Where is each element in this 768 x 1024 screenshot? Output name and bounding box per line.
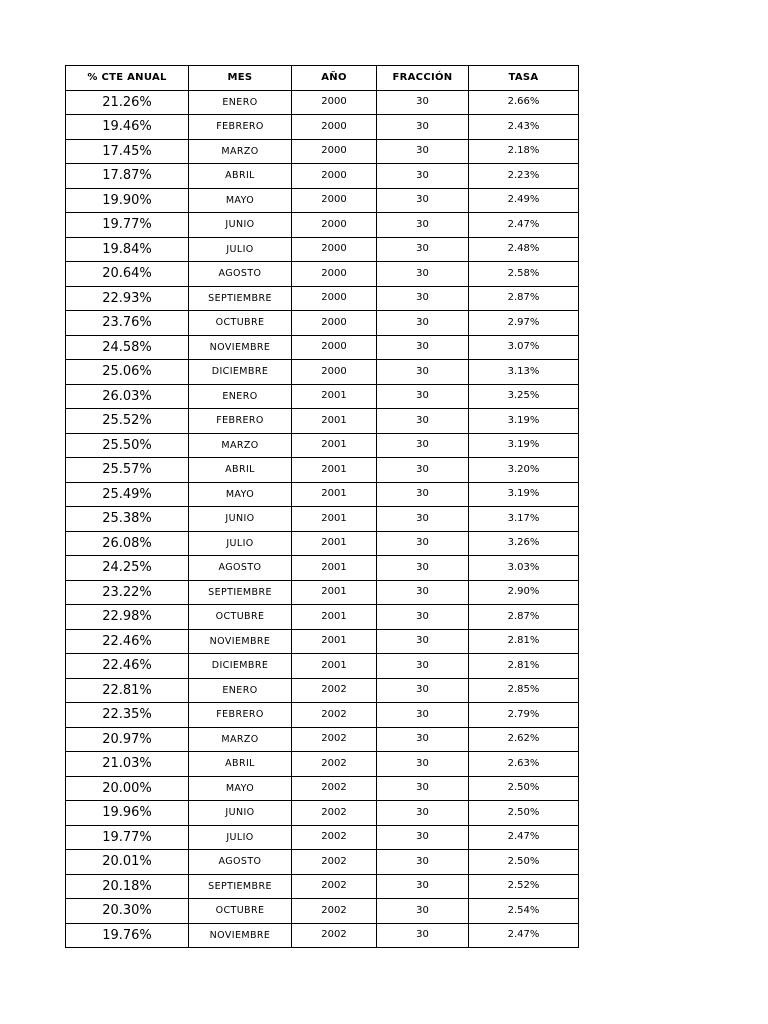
cell-mes: JULIO <box>189 237 292 262</box>
cell-ano: 2001 <box>292 433 377 458</box>
cell-fraccion: 30 <box>377 703 469 728</box>
table-row <box>66 384 579 409</box>
cell-tasa: 2.43% <box>469 115 579 140</box>
cell-cte-anual: 24.25% <box>66 556 189 581</box>
rates-table <box>65 65 579 948</box>
cell-fraccion: 30 <box>377 262 469 287</box>
cell-fraccion: 30 <box>377 115 469 140</box>
table-row <box>66 678 579 703</box>
table-row <box>66 703 579 728</box>
cell-cte-anual: 24.58% <box>66 335 189 360</box>
cell-tasa: 3.19% <box>469 482 579 507</box>
cell-cte-anual: 25.50% <box>66 433 189 458</box>
table-row <box>66 188 579 213</box>
cell-fraccion: 30 <box>377 213 469 238</box>
cell-ano: 2000 <box>292 311 377 336</box>
cell-tasa: 2.66% <box>469 90 579 115</box>
cell-mes: AGOSTO <box>189 262 292 287</box>
cell-ano: 2000 <box>292 164 377 189</box>
table-row <box>66 286 579 311</box>
cell-tasa: 3.17% <box>469 507 579 532</box>
cell-tasa: 2.23% <box>469 164 579 189</box>
cell-fraccion: 30 <box>377 311 469 336</box>
cell-mes: ABRIL <box>189 458 292 483</box>
cell-fraccion: 30 <box>377 727 469 752</box>
cell-fraccion: 30 <box>377 678 469 703</box>
cell-tasa: 3.20% <box>469 458 579 483</box>
cell-tasa: 2.50% <box>469 776 579 801</box>
cell-cte-anual: 17.45% <box>66 139 189 164</box>
cell-mes: NOVIEMBRE <box>189 629 292 654</box>
header-cte-anual: % CTE ANUAL <box>66 66 189 91</box>
header-mes: MES <box>189 66 292 91</box>
table-row <box>66 360 579 385</box>
cell-cte-anual: 25.52% <box>66 409 189 434</box>
cell-ano: 2001 <box>292 605 377 630</box>
cell-ano: 2002 <box>292 850 377 875</box>
cell-ano: 2001 <box>292 384 377 409</box>
cell-mes: AGOSTO <box>189 556 292 581</box>
table-row <box>66 507 579 532</box>
cell-ano: 2002 <box>292 874 377 899</box>
cell-fraccion: 30 <box>377 409 469 434</box>
cell-ano: 2000 <box>292 262 377 287</box>
cell-mes: MAYO <box>189 776 292 801</box>
cell-fraccion: 30 <box>377 580 469 605</box>
cell-fraccion: 30 <box>377 874 469 899</box>
cell-mes: ENERO <box>189 384 292 409</box>
cell-mes: NOVIEMBRE <box>189 335 292 360</box>
cell-cte-anual: 23.76% <box>66 311 189 336</box>
cell-ano: 2000 <box>292 213 377 238</box>
cell-fraccion: 30 <box>377 531 469 556</box>
cell-mes: MARZO <box>189 433 292 458</box>
cell-fraccion: 30 <box>377 850 469 875</box>
table-row <box>66 874 579 899</box>
cell-tasa: 2.47% <box>469 825 579 850</box>
cell-mes: ENERO <box>189 678 292 703</box>
cell-mes: DICIEMBRE <box>189 360 292 385</box>
table-row <box>66 556 579 581</box>
cell-fraccion: 30 <box>377 482 469 507</box>
cell-ano: 2000 <box>292 237 377 262</box>
table-row <box>66 776 579 801</box>
cell-mes: SEPTIEMBRE <box>189 874 292 899</box>
cell-ano: 2000 <box>292 188 377 213</box>
table-row <box>66 605 579 630</box>
cell-cte-anual: 17.87% <box>66 164 189 189</box>
cell-ano: 2001 <box>292 482 377 507</box>
cell-tasa: 2.87% <box>469 605 579 630</box>
cell-cte-anual: 22.81% <box>66 678 189 703</box>
cell-fraccion: 30 <box>377 899 469 924</box>
cell-tasa: 3.19% <box>469 409 579 434</box>
table-row <box>66 482 579 507</box>
table-row <box>66 409 579 434</box>
cell-tasa: 3.03% <box>469 556 579 581</box>
cell-tasa: 2.85% <box>469 678 579 703</box>
cell-fraccion: 30 <box>377 605 469 630</box>
cell-tasa: 2.52% <box>469 874 579 899</box>
table-row <box>66 311 579 336</box>
cell-tasa: 2.63% <box>469 752 579 777</box>
cell-cte-anual: 20.64% <box>66 262 189 287</box>
table-row <box>66 139 579 164</box>
cell-ano: 2001 <box>292 507 377 532</box>
table-row <box>66 801 579 826</box>
cell-mes: MARZO <box>189 139 292 164</box>
cell-ano: 2001 <box>292 629 377 654</box>
cell-cte-anual: 19.84% <box>66 237 189 262</box>
table-row <box>66 335 579 360</box>
table-row <box>66 752 579 777</box>
cell-mes: ENERO <box>189 90 292 115</box>
cell-mes: OCTUBRE <box>189 605 292 630</box>
cell-fraccion: 30 <box>377 384 469 409</box>
cell-cte-anual: 20.97% <box>66 727 189 752</box>
cell-ano: 2001 <box>292 458 377 483</box>
cell-cte-anual: 20.00% <box>66 776 189 801</box>
cell-mes: JULIO <box>189 531 292 556</box>
cell-tasa: 3.13% <box>469 360 579 385</box>
cell-cte-anual: 26.03% <box>66 384 189 409</box>
cell-tasa: 2.54% <box>469 899 579 924</box>
cell-cte-anual: 25.49% <box>66 482 189 507</box>
table-row <box>66 90 579 115</box>
cell-cte-anual: 19.77% <box>66 213 189 238</box>
cell-fraccion: 30 <box>377 90 469 115</box>
cell-fraccion: 30 <box>377 360 469 385</box>
cell-fraccion: 30 <box>377 654 469 679</box>
cell-mes: MARZO <box>189 727 292 752</box>
cell-mes: JUNIO <box>189 213 292 238</box>
cell-mes: FEBRERO <box>189 115 292 140</box>
cell-cte-anual: 26.08% <box>66 531 189 556</box>
cell-mes: OCTUBRE <box>189 899 292 924</box>
cell-ano: 2000 <box>292 360 377 385</box>
cell-mes: SEPTIEMBRE <box>189 286 292 311</box>
cell-tasa: 3.07% <box>469 335 579 360</box>
cell-ano: 2002 <box>292 825 377 850</box>
table-row <box>66 213 579 238</box>
cell-ano: 2002 <box>292 727 377 752</box>
table-row <box>66 458 579 483</box>
cell-ano: 2000 <box>292 115 377 140</box>
table-row <box>66 825 579 850</box>
cell-tasa: 2.79% <box>469 703 579 728</box>
cell-cte-anual: 25.57% <box>66 458 189 483</box>
cell-tasa: 2.18% <box>469 139 579 164</box>
cell-cte-anual: 22.35% <box>66 703 189 728</box>
table-row <box>66 433 579 458</box>
table-row <box>66 923 579 948</box>
table-row <box>66 629 579 654</box>
cell-cte-anual: 22.98% <box>66 605 189 630</box>
cell-ano: 2001 <box>292 409 377 434</box>
cell-fraccion: 30 <box>377 801 469 826</box>
cell-ano: 2002 <box>292 776 377 801</box>
cell-tasa: 2.48% <box>469 237 579 262</box>
cell-cte-anual: 20.18% <box>66 874 189 899</box>
header-tasa: TASA <box>469 66 579 91</box>
cell-tasa: 2.97% <box>469 311 579 336</box>
cell-cte-anual: 19.76% <box>66 923 189 948</box>
table-row <box>66 262 579 287</box>
cell-tasa: 2.47% <box>469 213 579 238</box>
cell-cte-anual: 20.01% <box>66 850 189 875</box>
cell-mes: FEBRERO <box>189 409 292 434</box>
table-row <box>66 580 579 605</box>
cell-tasa: 2.81% <box>469 629 579 654</box>
cell-fraccion: 30 <box>377 776 469 801</box>
cell-fraccion: 30 <box>377 556 469 581</box>
cell-mes: MAYO <box>189 188 292 213</box>
cell-mes: OCTUBRE <box>189 311 292 336</box>
cell-ano: 2001 <box>292 531 377 556</box>
cell-cte-anual: 22.46% <box>66 629 189 654</box>
cell-fraccion: 30 <box>377 825 469 850</box>
cell-ano: 2002 <box>292 899 377 924</box>
cell-tasa: 2.47% <box>469 923 579 948</box>
cell-mes: DICIEMBRE <box>189 654 292 679</box>
cell-ano: 2002 <box>292 752 377 777</box>
cell-fraccion: 30 <box>377 752 469 777</box>
cell-ano: 2002 <box>292 703 377 728</box>
cell-mes: MAYO <box>189 482 292 507</box>
cell-cte-anual: 21.26% <box>66 90 189 115</box>
cell-mes: JUNIO <box>189 507 292 532</box>
cell-ano: 2001 <box>292 556 377 581</box>
table-row <box>66 727 579 752</box>
cell-cte-anual: 25.38% <box>66 507 189 532</box>
cell-mes: SEPTIEMBRE <box>189 580 292 605</box>
cell-ano: 2000 <box>292 90 377 115</box>
cell-mes: NOVIEMBRE <box>189 923 292 948</box>
cell-tasa: 2.49% <box>469 188 579 213</box>
cell-tasa: 3.26% <box>469 531 579 556</box>
cell-cte-anual: 21.03% <box>66 752 189 777</box>
cell-tasa: 2.58% <box>469 262 579 287</box>
cell-fraccion: 30 <box>377 335 469 360</box>
cell-tasa: 2.87% <box>469 286 579 311</box>
table-row <box>66 531 579 556</box>
cell-tasa: 2.50% <box>469 850 579 875</box>
cell-tasa: 3.19% <box>469 433 579 458</box>
cell-tasa: 2.90% <box>469 580 579 605</box>
table-row <box>66 164 579 189</box>
cell-cte-anual: 22.93% <box>66 286 189 311</box>
header-ano: AÑO <box>292 66 377 91</box>
table-body <box>66 90 579 948</box>
cell-fraccion: 30 <box>377 629 469 654</box>
cell-mes: AGOSTO <box>189 850 292 875</box>
cell-fraccion: 30 <box>377 433 469 458</box>
table-row <box>66 899 579 924</box>
cell-cte-anual: 19.90% <box>66 188 189 213</box>
cell-ano: 2000 <box>292 286 377 311</box>
cell-tasa: 3.25% <box>469 384 579 409</box>
table-row <box>66 115 579 140</box>
cell-cte-anual: 22.46% <box>66 654 189 679</box>
cell-tasa: 2.81% <box>469 654 579 679</box>
cell-fraccion: 30 <box>377 286 469 311</box>
cell-ano: 2000 <box>292 139 377 164</box>
cell-cte-anual: 20.30% <box>66 899 189 924</box>
cell-ano: 2001 <box>292 654 377 679</box>
table-row <box>66 654 579 679</box>
cell-fraccion: 30 <box>377 237 469 262</box>
cell-ano: 2001 <box>292 580 377 605</box>
cell-mes: JULIO <box>189 825 292 850</box>
header-fraccion: FRACCIÓN <box>377 66 469 91</box>
cell-cte-anual: 19.46% <box>66 115 189 140</box>
cell-mes: JUNIO <box>189 801 292 826</box>
table-header-row <box>66 66 579 91</box>
cell-cte-anual: 19.77% <box>66 825 189 850</box>
cell-tasa: 2.62% <box>469 727 579 752</box>
cell-ano: 2002 <box>292 678 377 703</box>
cell-fraccion: 30 <box>377 164 469 189</box>
cell-mes: ABRIL <box>189 164 292 189</box>
cell-fraccion: 30 <box>377 507 469 532</box>
cell-fraccion: 30 <box>377 139 469 164</box>
cell-ano: 2002 <box>292 923 377 948</box>
cell-cte-anual: 25.06% <box>66 360 189 385</box>
cell-ano: 2002 <box>292 801 377 826</box>
cell-mes: FEBRERO <box>189 703 292 728</box>
cell-fraccion: 30 <box>377 458 469 483</box>
cell-fraccion: 30 <box>377 923 469 948</box>
cell-ano: 2000 <box>292 335 377 360</box>
cell-tasa: 2.50% <box>469 801 579 826</box>
table-row <box>66 237 579 262</box>
cell-cte-anual: 23.22% <box>66 580 189 605</box>
table-row <box>66 850 579 875</box>
cell-mes: ABRIL <box>189 752 292 777</box>
cell-fraccion: 30 <box>377 188 469 213</box>
cell-cte-anual: 19.96% <box>66 801 189 826</box>
